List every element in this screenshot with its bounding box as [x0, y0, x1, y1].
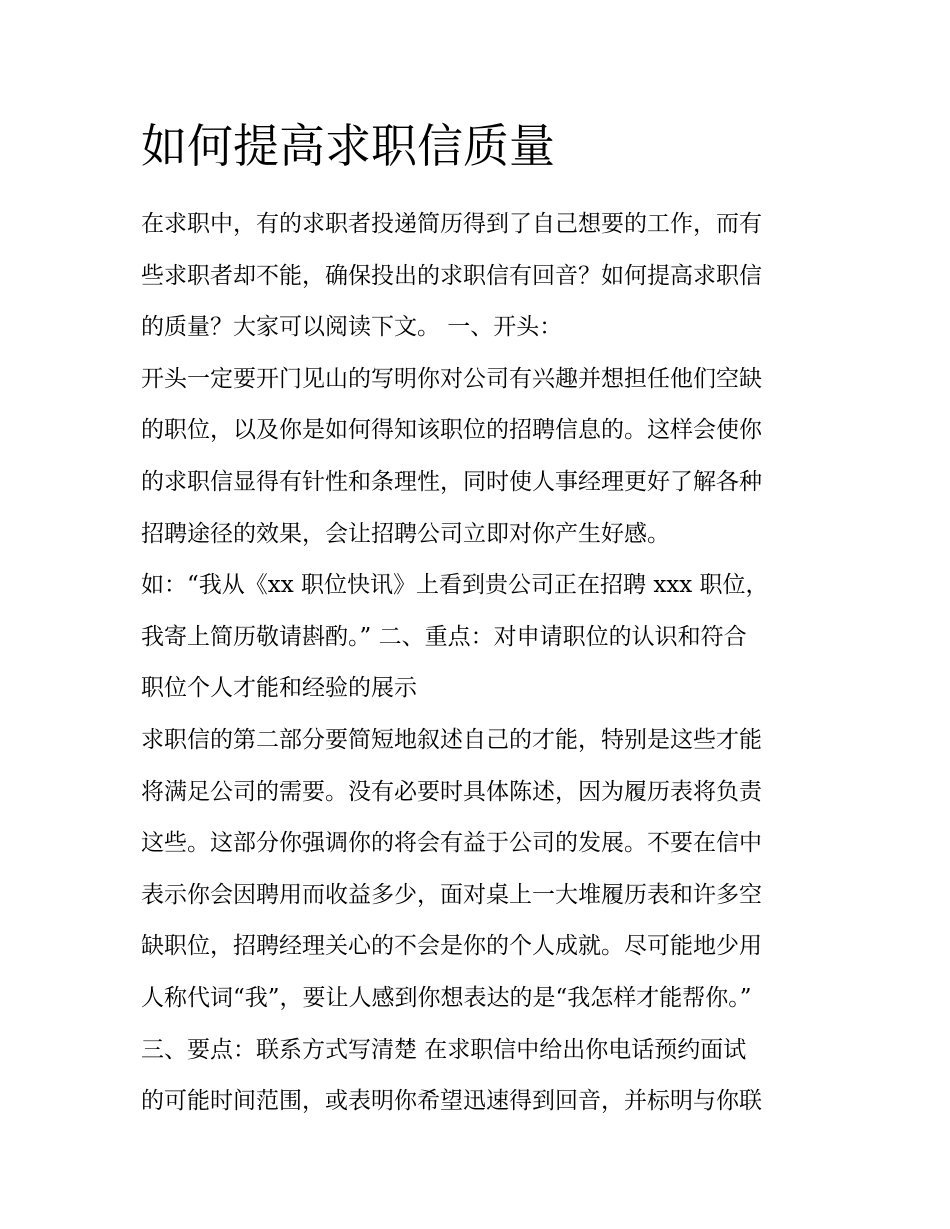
- body-line: 开头一定要开门见山的写明你对公司有兴趣并想担任他们空缺: [141, 365, 762, 392]
- body-line: 这些。这部分你强调你的将会有益于公司的发展。不要在信中: [141, 830, 762, 857]
- body-line: 求职信的第二部分要简短地叙述自己的才能，特别是这些才能: [141, 726, 762, 753]
- body-line: 的质量？大家可以阅读下文。 一、开头：: [141, 314, 563, 341]
- body-line: 的职位，以及你是如何得知该职位的招聘信息的。这样会使你: [141, 417, 762, 444]
- body-line: 职位个人才能和经验的展示: [141, 675, 417, 702]
- body-line: 的可能时间范围，或表明你希望迅速得到回音，并标明与你联: [141, 1088, 762, 1115]
- body-line: 将满足公司的需要。没有必要时具体陈述，因为履历表将负责: [141, 778, 762, 805]
- body-line: 些求职者却不能，确保投出的求职信有回音？如何提高求职信: [141, 262, 762, 289]
- body-line: 缺职位，招聘经理关心的不会是你的个人成就。尽可能地少用: [141, 933, 762, 960]
- body-line: 三、要点：联系方式写清楚 在求职信中给出你电话预约面试: [141, 1036, 747, 1063]
- document-title: 如何提高求职信质量: [141, 119, 555, 173]
- body-line: 的求职信显得有针性和条理性，同时使人事经理更好了解各种: [141, 468, 762, 495]
- document-body: [141, 199, 831, 1128]
- body-line: 我寄上简历敬请斟酌。” 二、重点：对申请职位的认识和符合: [141, 623, 747, 650]
- body-line: 在求职中，有的求职者投递简历得到了自己想要的工作，而有: [141, 211, 762, 237]
- body-line: 人称代词“我”，要让人感到你想表达的是“我怎样才能帮你。”: [141, 984, 752, 1011]
- body-line: 如：“我从《xx 职位快讯》上看到贵公司正在招聘 xxx 职位，: [141, 572, 769, 599]
- body-line: 招聘途径的效果，会让招聘公司立即对你产生好感。: [141, 520, 670, 547]
- body-line: 表示你会因聘用而收益多少，面对桌上一大堆履历表和许多空: [141, 881, 762, 908]
